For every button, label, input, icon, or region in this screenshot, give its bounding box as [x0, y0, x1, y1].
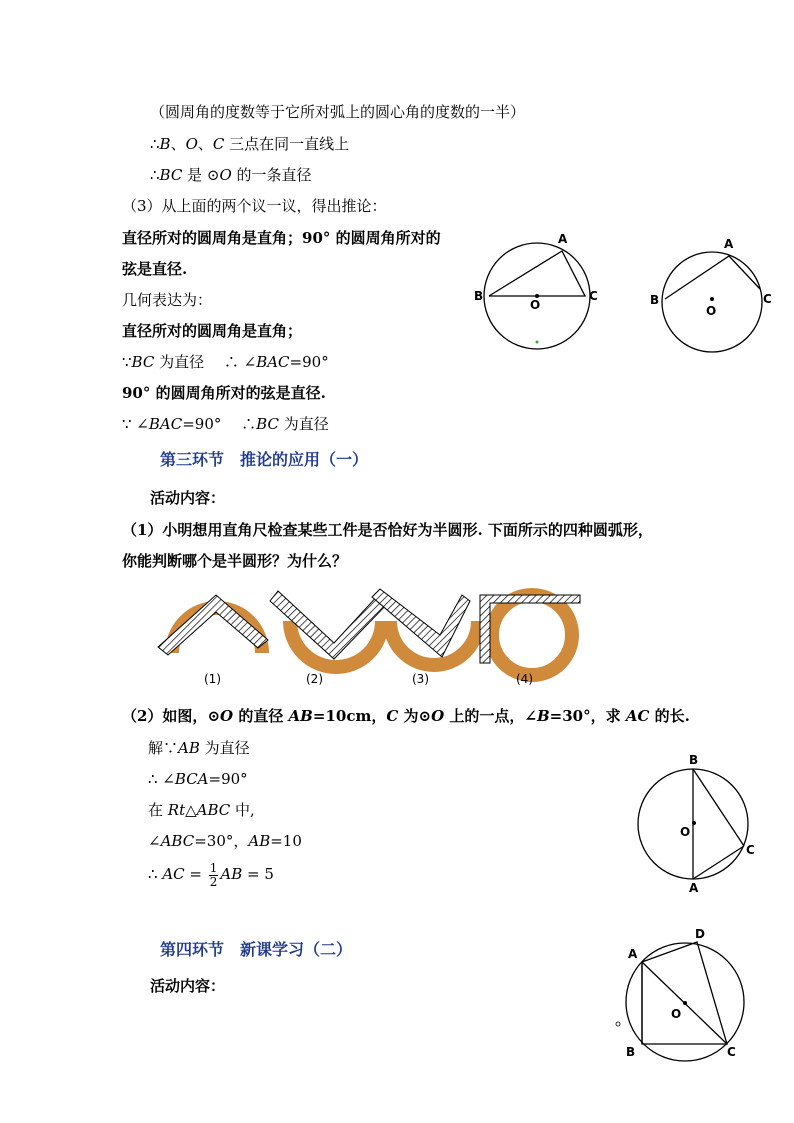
section-4-title: 第四环节 新课学习（二）: [160, 940, 353, 959]
fig-label-1: (1): [204, 672, 221, 686]
label-o: O: [680, 825, 691, 839]
figure-4: [480, 595, 580, 675]
label-c: C: [727, 1045, 736, 1059]
circle-figure-q2: [630, 750, 760, 895]
activity-label-2: 活动内容：: [150, 977, 226, 995]
label-o: O: [530, 298, 541, 312]
corollary-part-1: 直径所对的圆周角是直角；: [122, 322, 303, 340]
proof-line-collinear: ∴B、O、C 三点在同一直线上: [150, 135, 350, 153]
try-square-figures: [150, 585, 590, 690]
corollary-line-1: 直径所对的圆周角是直角；90° 的圆周角所对的: [122, 229, 441, 247]
activity-label: 活动内容：: [150, 489, 226, 507]
proof-line-diameter: ∴BC 是 ⊙O 的一条直径: [150, 166, 312, 184]
figure-1: [158, 595, 268, 655]
fig-label-3: (3): [412, 672, 429, 686]
right-circle-figure: [650, 237, 772, 352]
label-a: A: [689, 881, 699, 895]
fig-label-4: (4): [516, 672, 533, 686]
label-b: B: [689, 753, 699, 767]
label-a: A: [724, 237, 734, 251]
fig-label-2: (2): [306, 672, 323, 686]
figure-2: [270, 591, 390, 667]
left-circle-figure: [474, 232, 598, 349]
label-o: O: [671, 1007, 682, 1021]
label-c: C: [746, 843, 755, 857]
label-o: O: [706, 304, 717, 318]
corollary-expr-2: ∵ ∠BAC=90° ∴BC 为直径: [122, 415, 329, 433]
solution-step-4: ∠ABC=30°，AB=10: [148, 832, 302, 850]
label-a: A: [628, 947, 638, 961]
solution-step-2: ∴ ∠BCA=90°: [148, 770, 248, 788]
proof-reason: （圆周角的度数等于它所对弧上的圆心角的度数的一半）: [150, 103, 526, 121]
question-1-line-1: （1）小明想用直角尺检查某些工件是否恰好为半圆形. 下面所示的四种圆弧形，: [122, 521, 653, 539]
section-3-title: 第三环节 推论的应用（一）: [160, 450, 369, 469]
label-b: B: [650, 293, 660, 307]
inference-intro: （3）从上面的两个议一议，得出推论：: [122, 197, 387, 215]
question-1-line-2: 你能判断哪个是半圆形？为什么？: [122, 552, 348, 570]
label-a: A: [558, 232, 568, 246]
corollary-expr-1: ∵BC 为直径 ∴ ∠BAC=90°: [122, 353, 329, 371]
solution-step-5: ∴ AC = $\frac{1}{2}$ AB = 5: [148, 860, 274, 889]
label-b: B: [474, 289, 484, 303]
corollary-part-2: 90° 的圆周角所对的弦是直径.: [122, 384, 326, 402]
label-b: B: [626, 1045, 636, 1059]
label-d: D: [695, 927, 705, 941]
label-c: C: [589, 289, 598, 303]
label-c: C: [763, 292, 772, 306]
geometry-expression-label: 几何表达为：: [122, 291, 213, 309]
circle-figure-section-4: [612, 920, 762, 1065]
fraction-one-half: $\frac{1}{2}$: [209, 860, 218, 889]
inscribed-angle-figures: [470, 228, 790, 353]
question-2: （2）如图，⊙O 的直径 AB=10cm，C 为⊙O 上的一点，∠B=30°，求 AC 的长.: [122, 707, 690, 725]
corollary-line-2: 弦是直径.: [122, 260, 188, 278]
solution-step-3: 在 Rt△ABC 中,: [148, 801, 255, 819]
solution-step-1: 解∵AB 为直径: [148, 739, 250, 757]
figure-3: [372, 589, 478, 665]
